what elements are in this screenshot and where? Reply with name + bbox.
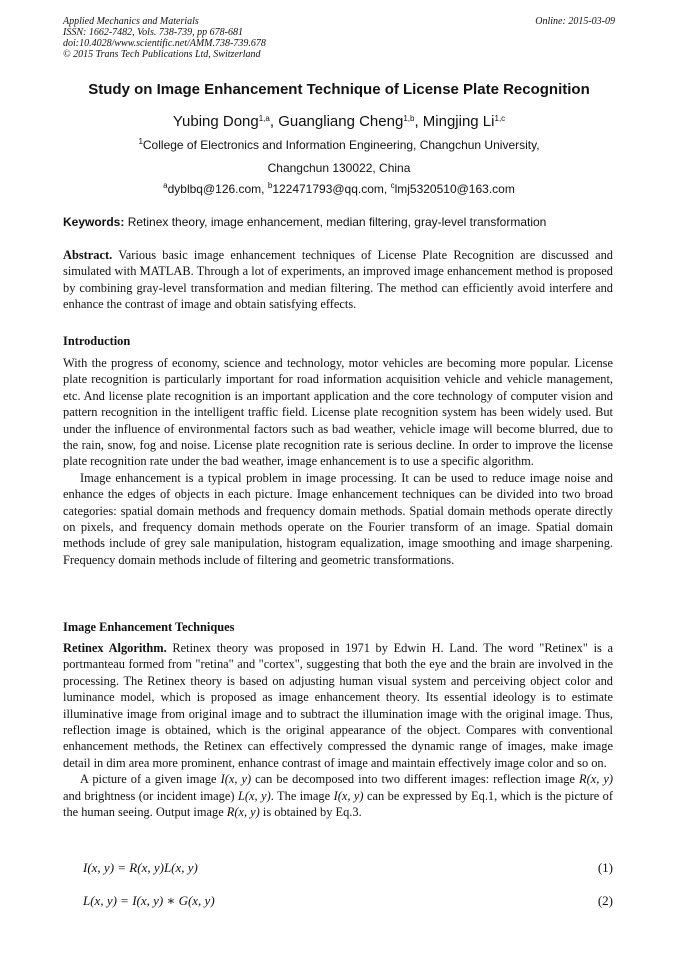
- author-separator: ,: [414, 113, 423, 130]
- author-list: [0, 113, 678, 130]
- text-run: and brightness (or incident image): [63, 788, 238, 803]
- introduction-body: [63, 355, 613, 568]
- equation-text: I(x, y) = R(x, y)L(x, y): [83, 860, 198, 875]
- section-heading-techniques: Image Enhancement Techniques: [63, 620, 235, 634]
- text-run: can be decomposed into two different images: reflection image: [251, 772, 580, 787]
- affiliation-line-1: [0, 138, 678, 152]
- author-superscript: 1,b: [403, 114, 415, 123]
- text-run: is obtained by Eq.3.: [259, 805, 362, 820]
- equation-1: [83, 860, 613, 876]
- affiliation-superscript: 1: [138, 137, 143, 146]
- text-run: A picture of a given image: [80, 772, 221, 787]
- text-run: can be expressed by Eq.1, which is the picture of the human seeing. Output image: [63, 788, 614, 820]
- doi: doi:10.4028/www.scientific.net/AMM.738-739.678: [63, 38, 266, 49]
- author-separator: ,: [269, 113, 279, 130]
- author-superscript: 1,c: [494, 114, 506, 123]
- equation-number: (2): [597, 893, 613, 908]
- email-a: dyblbq@126.com,: [167, 182, 268, 196]
- email-superscript: a: [163, 181, 168, 190]
- retinex-text: Retinex theory was proposed in 1971 by Edwin H. Land. The word "Retinex" is a portmanteau formed from "retina" and "cortex", suggesting that both the eye and the brain are involved in the processing. The Retinex theory is based on adjusting human visual system and perceiving object color and luminance model, which is proposed as image enhancement theory. Its essential ideology is to estimate illuminative image from original image and to subtract the illumination image with the original image. Thus, reflection image is obtained, which is the original appearance of the object. Compares with conventional enhancement methods, the Retinex can effectively compressed the dynamic range of images, make image detail in dim area more prominent, enhance contrast of image and maintain effectively image color and so on.: [63, 641, 613, 770]
- keywords: [63, 215, 615, 229]
- paragraph: [63, 640, 613, 771]
- email-c: lmj5320510@163.com: [394, 182, 515, 196]
- paragraph: [63, 771, 613, 820]
- issn: ISSN: 1662-7482, Vols. 738-739, pp 678-681: [63, 27, 243, 38]
- keywords-label: Keywords:: [63, 215, 125, 229]
- abstract-label: Abstract.: [63, 248, 113, 262]
- copyright: © 2015 Trans Tech Publications Ltd, Switzerland: [63, 49, 261, 60]
- keywords-text: Retinex theory, image enhancement, median filtering, gray-level transformation: [124, 215, 547, 229]
- section-heading-introduction: Introduction: [63, 334, 131, 348]
- author-name: Mingjing Li: [422, 113, 495, 130]
- paragraph: With the progress of economy, science and technology, motor vehicles are becoming more popular. License plate recognition is particularly important for road information acquisition vehicle and vehicle management, etc. And license plate recognition is an important application and the core technology of computer vision and pattern recognition in the intelligent traffic field. License plate recognition system has been widely used. But under the influence of environmental factors such as bad weather, vehicle image will become blurred, due to the rain, snow, fog and noise. License plate recognition rate is serious decline. In order to improve the license plate recognition rate under the bad weather, image enhancement is to use a specific algorithm.: [63, 356, 613, 469]
- author-name: Yubing Dong: [172, 113, 259, 130]
- math-inline: I(x, y): [220, 772, 252, 787]
- author-superscript: 1,a: [258, 114, 270, 123]
- email-b: 122471793@qq.com,: [272, 182, 391, 196]
- techniques-body: [63, 640, 613, 820]
- equation-text: L(x, y) = I(x, y) ∗ G(x, y): [83, 893, 215, 908]
- retinex-label: Retinex Algorithm.: [63, 641, 167, 655]
- email-line: [0, 182, 678, 196]
- math-inline: I(x, y): [333, 788, 364, 803]
- email-superscript: c: [390, 181, 395, 190]
- abstract: [63, 247, 613, 313]
- abstract-text: Various basic image enhancement techniques of License Plate Recognition are discussed and simulated with MATLAB. Through a lot of experiments, an improved image enhancement method is proposed by combining gray-level transformation and median filtering. The method can efficiently avoid interfere and enhance the contrast of image and obtain satisfying effects.: [63, 248, 613, 312]
- equation-2: [83, 893, 613, 909]
- journal-header: [63, 16, 615, 60]
- paragraph: Image enhancement is a typical problem in image processing. It can be used to reduce image noise and enhance the edges of objects in each picture. Image enhancement techniques can be divided into two broad categories: spatial domain methods and frequency domain methods. Spatial domain methods operate directly on pixels, and frequency domain methods operate on the Fourier transform of an image. Spatial domain methods include of grey sale manipulation, histogram equalization, image smoothing and image sharpening. Frequency domain methods include of filtering and geometric transformations.: [63, 470, 613, 567]
- text-run: . The image: [270, 788, 334, 803]
- email-superscript: b: [267, 181, 273, 190]
- math-inline: L(x, y): [237, 788, 271, 803]
- online-date: Online: 2015-03-09: [535, 16, 615, 27]
- affiliation-line-2: Changchun 130022, China: [267, 161, 411, 175]
- paper-title: Study on Image Enhancement Technique of License Plate Recognition: [88, 81, 590, 98]
- journal-name: Applied Mechanics and Materials: [63, 16, 199, 27]
- affiliation-text: College of Electronics and Information Engineering, Changchun University,: [142, 138, 540, 152]
- math-inline: R(x, y): [226, 805, 260, 820]
- math-inline: R(x, y): [579, 772, 613, 787]
- author-name: Guangliang Cheng: [278, 113, 404, 130]
- equation-number: (1): [597, 860, 613, 875]
